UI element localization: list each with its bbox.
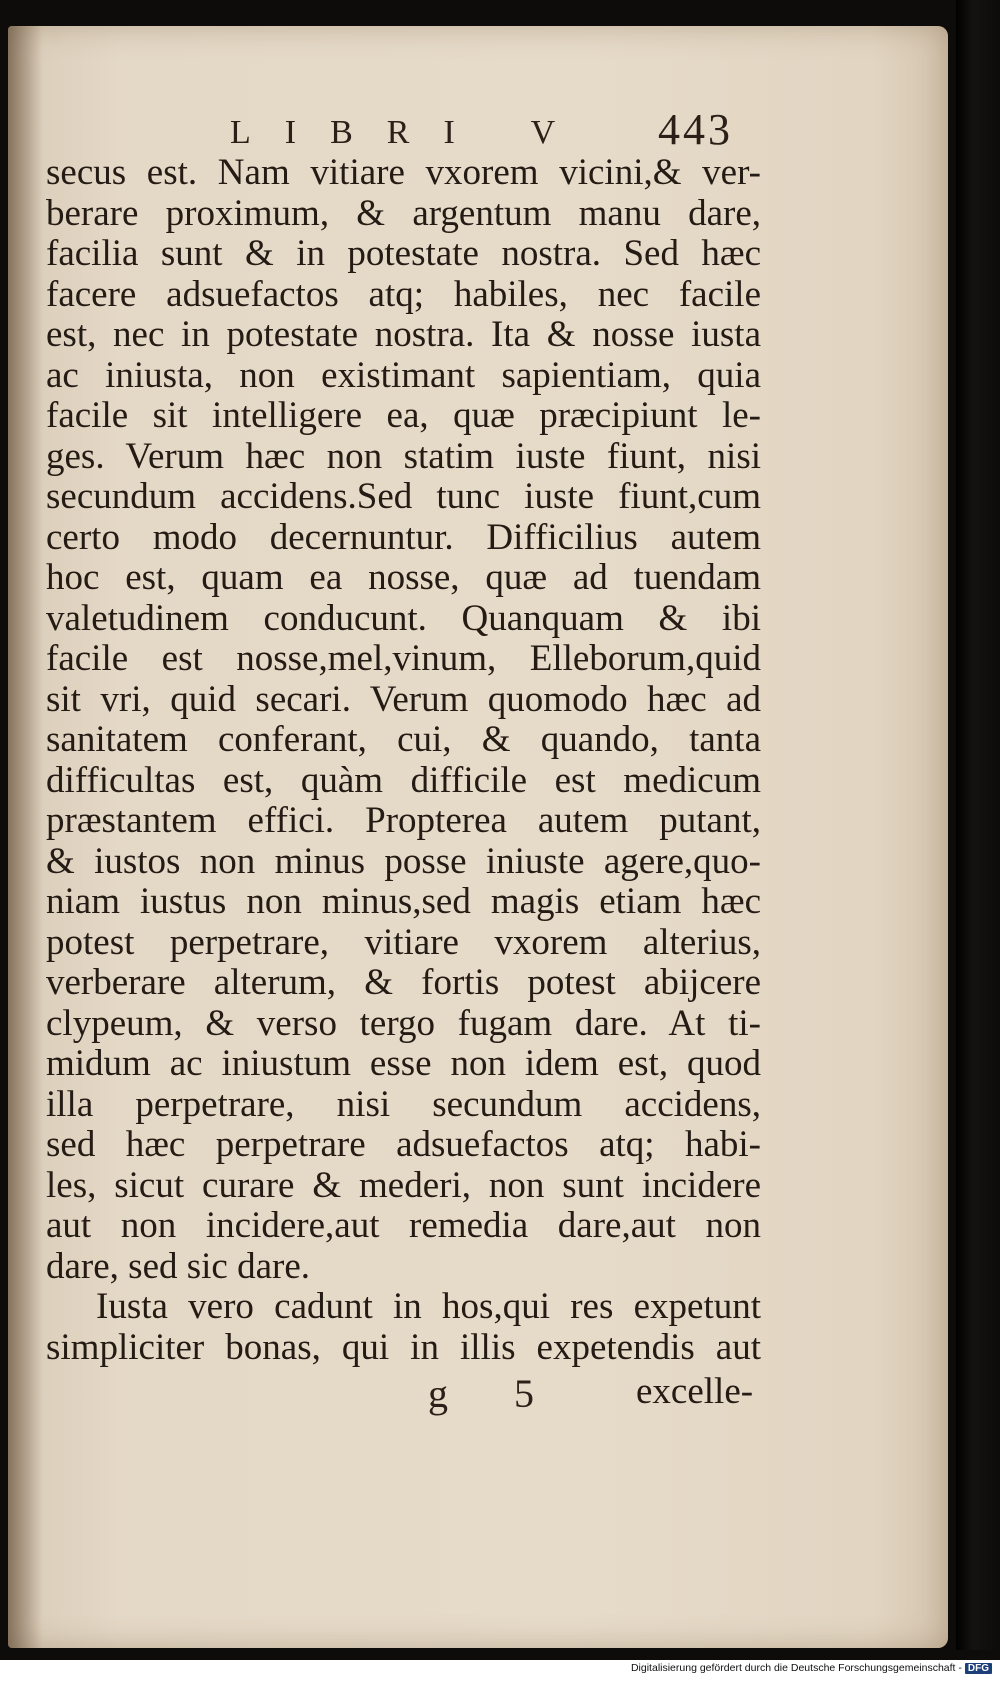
running-head: LIBRI V [230, 114, 590, 151]
catchword: excelle- [636, 1371, 754, 1412]
text-line: niam iustus non minus,sed magis etiam hæc [46, 881, 761, 922]
body-text [46, 153, 761, 1368]
text-line: secundum accidens.Sed tunc iuste fiunt,cum [46, 476, 761, 517]
dfg-logo: DFG [965, 1663, 992, 1674]
text-line: ges. Verum hæc non statim iuste fiunt, nisi [46, 435, 761, 477]
text-line: aut non incidere,aut remedia dare,aut non [46, 1205, 761, 1246]
text-line: sit vri, quid secari. Verum quomodo hæc ad [46, 678, 761, 720]
text-line: sanitatem conferant, cui, & quando, tanta [46, 719, 761, 760]
text-line: facere adsuefactos atq; habiles, nec facile [46, 273, 761, 315]
text-line-paragraph-start: Iusta vero cadunt in hos,qui res expetunt [96, 1286, 761, 1327]
text-line: præstantem effici. Propterea autem putant, [46, 800, 761, 841]
text-line: berare proximum, & argentum manu dare, [46, 192, 761, 234]
text-line: secus est. Nam vitiare vxorem vicini,& ver- [46, 152, 761, 193]
text-line: les, sicut curare & mederi, non sunt incidere [46, 1164, 761, 1206]
page-number: 443 [658, 105, 733, 154]
signature-mark: g 5 [428, 1371, 562, 1416]
text-line: & iustos non minus posse iniuste agere,quo- [46, 840, 761, 882]
credit-text: Digitalisierung gefördert durch die Deutsche Forschungsgemeinschaft - [630, 1662, 962, 1674]
text-line: hoc est, quam ea nosse, quæ ad tuendam [46, 557, 761, 598]
page-footer [8, 1370, 948, 1430]
text-line: valetudinem conducunt. Quanquam & ibi [46, 597, 761, 639]
scan-background-edge [956, 0, 1000, 1650]
book-page [8, 26, 948, 1648]
text-line: facile est nosse,mel,vinum, Elleborum,quid [46, 638, 761, 679]
text-line: sed hæc perpetrare adsuefactos atq; habi- [46, 1124, 761, 1165]
text-line: midum ac iniustum esse non idem est, quod [46, 1043, 761, 1084]
text-line: simpliciter bonas, qui in illis expetendis aut [46, 1326, 761, 1368]
text-line: certo modo decernuntur. Difficilius autem [46, 516, 761, 558]
text-line: ac iniusta, non existimant sapientiam, quia [46, 354, 761, 396]
digitization-credit [631, 1662, 992, 1674]
text-line: clypeum, & verso tergo fugam dare. At ti- [46, 1002, 761, 1044]
page-header [8, 94, 948, 154]
text-line: verberare alterum, & fortis potest abijcere [46, 962, 761, 1003]
text-line: facile sit intelligere ea, quæ præcipiunt le- [46, 395, 761, 436]
text-line: facilia sunt & in potestate nostra. Sed hæc [46, 233, 761, 274]
text-line: potest perpetrare, vitiare vxorem alterius, [46, 921, 761, 963]
text-line: est, nec in potestate nostra. Ita & nosse iusta [46, 314, 761, 355]
text-line: illa perpetrare, nisi secundum accidens, [46, 1083, 761, 1125]
text-line: difficultas est, quàm difficile est medicum [46, 759, 761, 801]
text-line-paragraph-end: dare, sed sic dare. [46, 1245, 311, 1287]
